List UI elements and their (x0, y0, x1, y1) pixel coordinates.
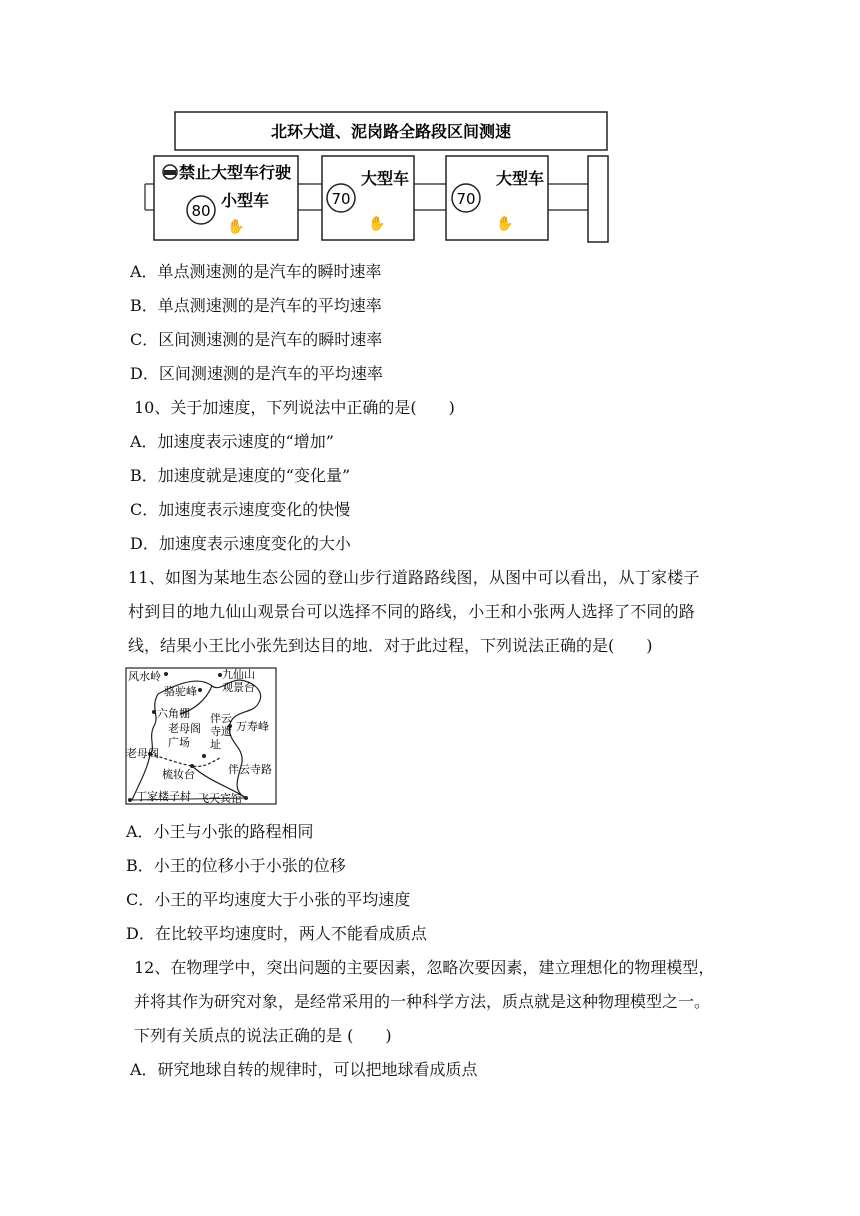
q11-option-a: A．小王与小张的路程相同 (126, 822, 314, 841)
label-laomuge-guangchang-1: 老母阁 (168, 722, 201, 735)
q11-stem-line-3: 线，结果小王比小张先到达目的地．对于此过程，下列说法正确的是( ) (128, 636, 653, 655)
speed-70-a: 70 (331, 190, 351, 208)
label-laomuge-guangchang-2: 广场 (168, 736, 190, 749)
q10-option-c: C．加速度表示速度变化的快慢 (130, 500, 351, 519)
q9-option-c: C．区间测速测的是汽车的瞬时速率 (130, 330, 383, 349)
trail-map-figure (120, 662, 280, 808)
camera-icon: ✋ (368, 216, 386, 232)
q10-stem: 10、关于加速度，下列说法中正确的是( ) (134, 398, 455, 417)
label-luotuofeng: 骆驼峰 (164, 685, 197, 698)
banner-text: 北环大道、泥岗路全路段区间测速 (270, 122, 512, 141)
box2-label: 大型车 (361, 169, 410, 188)
label-laomuge: 老母阁 (126, 747, 159, 760)
speed-80: 80 (191, 202, 211, 220)
q12-stem-line-1: 12、在物理学中，突出问题的主要因素，忽略次要因素，建立理想化的物理模型， (134, 958, 715, 977)
camera-icon: ✋ (227, 219, 245, 235)
label-dingjialouzicun: 丁家楼子村 (136, 790, 191, 803)
speed-sign-figure (0, 100, 860, 350)
label-liujiaopeng: 六角棚 (157, 707, 190, 720)
q9-option-b: B．单点测速测的是汽车的平均速率 (130, 296, 382, 315)
q11-option-d: D．在比较平均速度时，两人不能看成质点 (126, 924, 427, 943)
q9-option-a: A．单点测速测的是汽车的瞬时速率 (130, 262, 382, 281)
box1-title: 禁止大型车行驶 (179, 163, 292, 182)
box3-label: 大型车 (496, 169, 545, 188)
label-banyun-3: 址 (210, 738, 221, 751)
end-post (588, 156, 608, 242)
q11-option-c: C．小王的平均速度大于小张的平均速度 (126, 890, 411, 909)
camera-icon: ✋ (496, 216, 514, 232)
speed-70-b: 70 (456, 190, 476, 208)
box1-label: 小型车 (221, 191, 270, 210)
label-guanjingtai: 观景台 (222, 681, 255, 694)
label-banyunsilu: 伴云寺路 (228, 763, 272, 776)
q10-option-b: B．加速度就是速度的“变化量” (130, 466, 351, 485)
label-banyun-2: 寺遗 (210, 725, 232, 738)
no-truck-icon (163, 165, 177, 179)
q10-option-d: D．加速度表示速度变化的大小 (130, 534, 351, 553)
q9-option-d: D．区间测速测的是汽车的平均速率 (130, 364, 383, 383)
label-jiuxianshan: 九仙山 (222, 668, 255, 681)
q11-option-b: B．小王的位移小于小张的位移 (126, 856, 346, 875)
label-wanshoufeng: 万寿峰 (236, 720, 269, 733)
q11-stem-line-1: 11、如图为某地生态公园的登山步行道路路线图，从图中可以看出，从丁家楼子 (128, 568, 700, 587)
q12-stem-line-2: 并将其作为研究对象，是经常采用的一种科学方法，质点就是这种物理模型之一。 (134, 992, 711, 1011)
q12-stem-line-3: 下列有关质点的说法正确的是 ( ) (134, 1026, 392, 1045)
q11-stem-line-2: 村到目的地九仙山观景台可以选择不同的路线，小王和小张两人选择了不同的路 (128, 602, 696, 621)
label-feitianbinguan: 飞天宾馆 (198, 792, 242, 805)
q12-option-a: A．研究地球自转的规律时，可以把地球看成质点 (130, 1060, 478, 1079)
label-banyun-1: 伴云 (210, 712, 232, 725)
label-shuzhuangtai: 梳妆台 (162, 768, 195, 781)
label-fengshuiling: 风水岭 (128, 670, 161, 683)
q10-option-a: A．加速度表示速度的“增加” (130, 432, 334, 451)
